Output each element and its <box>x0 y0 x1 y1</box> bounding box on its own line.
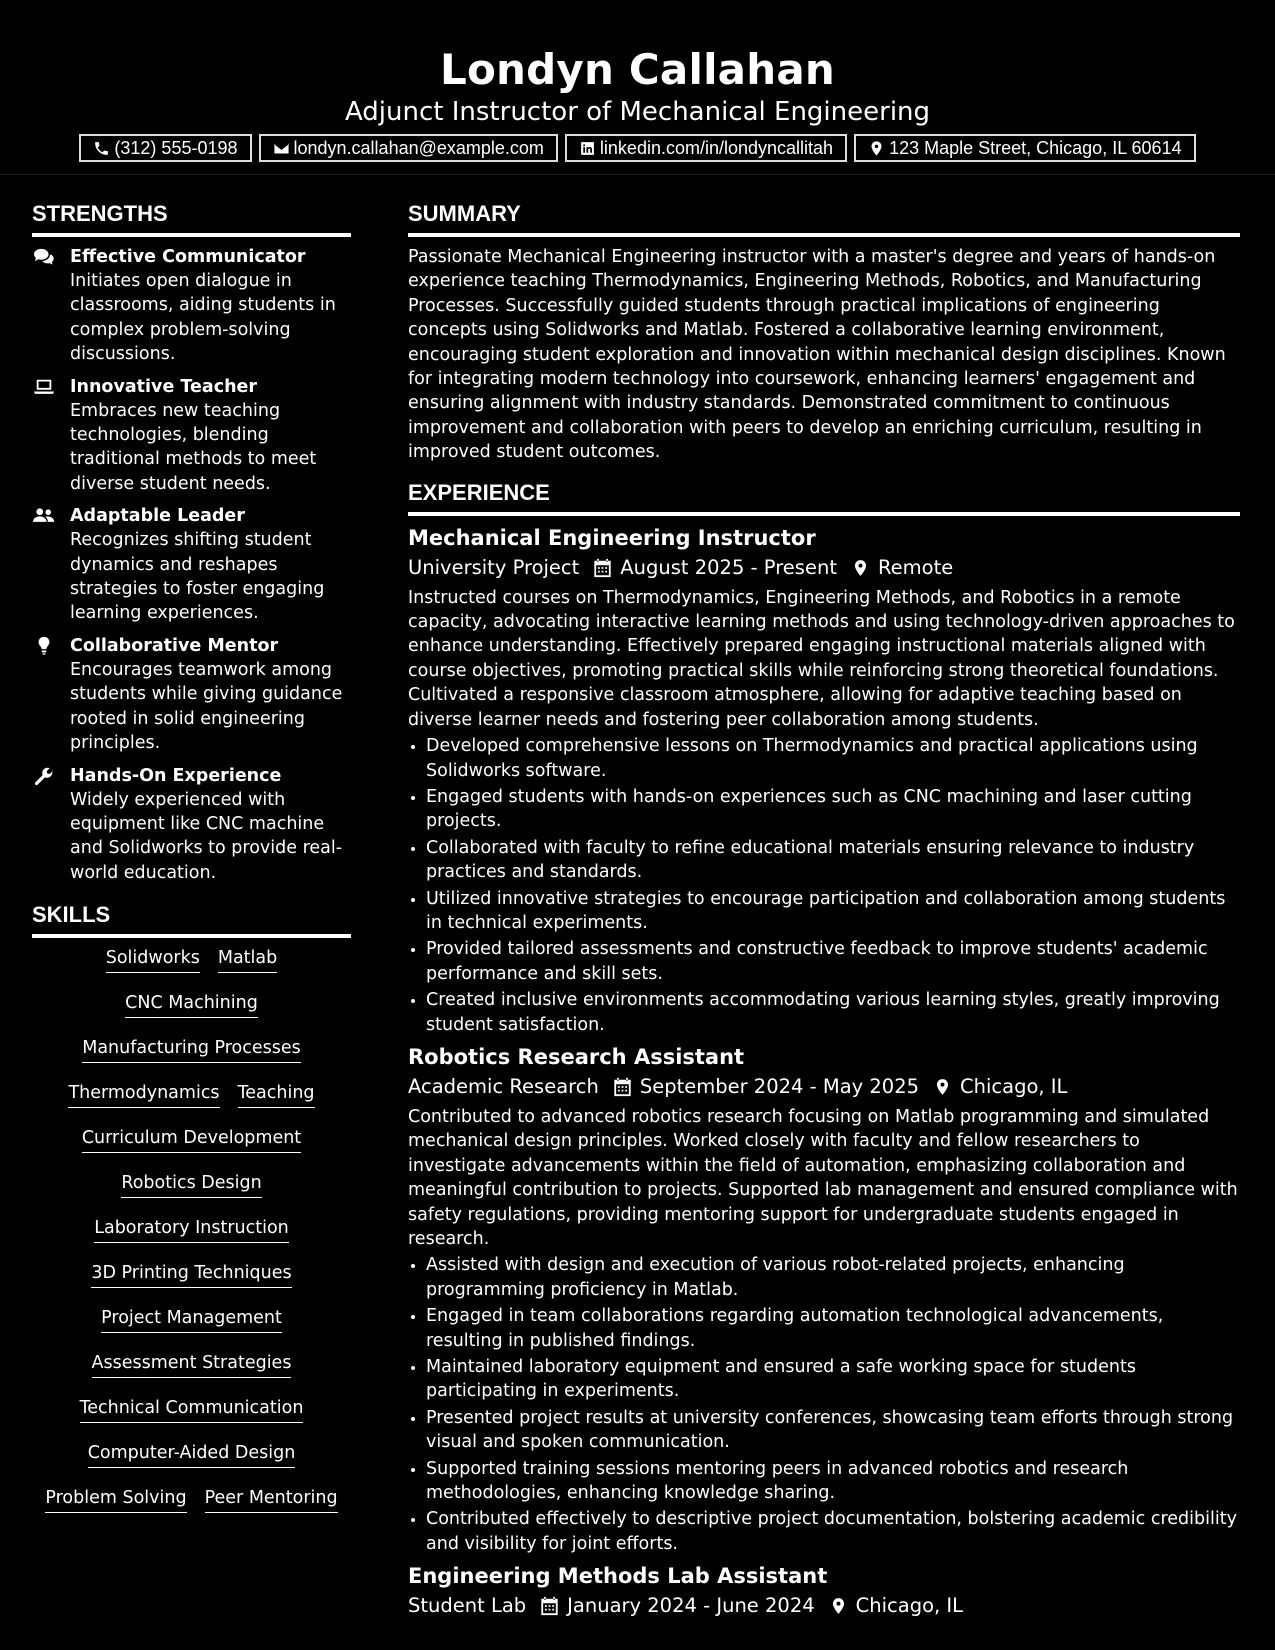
map-pin-icon <box>868 140 885 157</box>
calendar-icon <box>613 1077 632 1097</box>
skill-tag: Peer Mentoring <box>205 1486 338 1513</box>
calendar-icon <box>593 558 612 578</box>
job-org: Academic Research <box>408 1074 599 1098</box>
job-dates: January 2024 - June 2024 <box>567 1594 815 1618</box>
job-bullet: • Presented project results at university conferences, showcasing team efforts through strong visual and spoken communication. <box>426 1406 1240 1455</box>
skill-tag: Manufacturing Processes <box>82 1036 301 1063</box>
skill-row <box>32 1171 351 1216</box>
strength-title: Innovative Teacher <box>70 376 258 397</box>
strength-title: Effective Communicator <box>70 247 306 267</box>
skill-tag: Robotics Design <box>121 1171 261 1198</box>
job-meta <box>408 554 1240 582</box>
job-bullet: • Engaged in team collaborations regarding automation technological advancements, resulting in published findings. <box>426 1304 1240 1353</box>
job-description: Contributed to advanced robotics research focusing on Matlab programming and simulated mechanical design principles. Worked closely with faculty and fellow researchers to investigate advancements within the field of automation, emphasizing collaboration and meaningful contribution to projects. Supported lab management and ensured compliance with safety regulations, providing mentoring support for undergraduate students engaged in research. <box>408 1106 1238 1249</box>
left-column <box>32 200 351 1531</box>
job-location: Chicago, IL <box>855 1594 964 1618</box>
strength-item <box>32 764 351 886</box>
skill-row <box>32 1126 351 1171</box>
skills-list <box>32 946 351 1531</box>
job-location: Chicago, IL <box>960 1074 1068 1098</box>
summary-heading: SUMMARY <box>408 200 1240 237</box>
map-pin-icon <box>851 558 870 578</box>
strength-item <box>32 634 351 756</box>
resume-header <box>0 0 1275 175</box>
job-bullet: • Collaborated with faculty to refine educational materials ensuring relevance to industry practices and standards. <box>426 836 1240 885</box>
header-divider <box>0 174 1275 175</box>
skill-tag: Matlab <box>218 946 277 973</box>
skill-tag: Project Management <box>101 1306 282 1333</box>
job-bullet: • Created inclusive environments accommodating various learning styles, greatly improving student satisfaction. <box>426 988 1240 1037</box>
calendar-icon <box>540 1596 559 1616</box>
job-description: Instructed courses on Thermodynamics, Engineering Methods, and Robotics in a remote capacity, advocating interactive learning methods and using technology-driven approaches to enhance understanding. Effectively prepared engaging instructional materials aligned with course objectives, promoting practical skills while reinforcing strong theoretical foundations. Cultivated a responsive classroom atmosphere, allowing for adaptive teaching based on diverse learner needs and fostering peer collaboration among students. <box>408 587 1235 730</box>
skill-row <box>32 1351 351 1396</box>
skill-row <box>32 991 351 1036</box>
job-bullet: • Maintained laboratory equipment and ensured a safe working space for students participating in experiments. <box>426 1355 1240 1404</box>
job-title: Robotics Research Assistant <box>408 1044 745 1069</box>
job-org: University Project <box>408 555 580 579</box>
skill-row <box>32 946 351 991</box>
contact-phone[interactable] <box>79 134 251 162</box>
skill-row <box>32 1306 351 1351</box>
candidate-title: Adjunct Instructor of Mechanical Engineering <box>344 97 931 127</box>
lightbulb-icon <box>33 636 55 656</box>
skill-tag: 3D Printing Techniques <box>91 1261 291 1288</box>
skill-row <box>32 1486 351 1531</box>
strength-desc: Recognizes shifting student dynamics and reshapes strategies to foster engaging learning experiences. <box>70 530 325 624</box>
right-column <box>408 200 1240 1624</box>
skill-tag: Thermodynamics <box>68 1081 219 1108</box>
job-entry <box>408 524 1240 1037</box>
users-icon <box>33 506 55 526</box>
strength-desc: Widely experienced with equipment like CNC machine and Solidworks to provide real-world education. <box>70 789 343 883</box>
skill-row <box>32 1216 351 1261</box>
job-dates: August 2025 - Present <box>620 555 837 579</box>
job-bullet: • Utilized innovative strategies to encourage participation and collaboration among students in technical experiments. <box>426 887 1240 936</box>
job-bullet: • Engaged students with hands-on experiences such as CNC machining and laser cutting projects. <box>426 785 1240 834</box>
skill-row <box>32 1441 351 1486</box>
linkedin-text: linkedin.com/in/londyncallitah <box>599 138 834 158</box>
job-title: Engineering Methods Lab Assistant <box>408 1564 828 1589</box>
skill-tag: CNC Machining <box>125 991 258 1018</box>
envelope-icon <box>273 140 290 157</box>
job-bullet: • Developed comprehensive lessons on Thermodynamics and practical applications using Solidworks software. <box>426 734 1240 783</box>
job-bullet: • Supported training sessions mentoring peers in advanced robotics and research methodologies, enhancing knowledge sharing. <box>426 1457 1240 1506</box>
address-text: 123 Maple Street, Chicago, IL 60614 <box>889 138 1182 158</box>
job-location: Remote <box>877 555 954 579</box>
skill-tag: Problem Solving <box>45 1486 186 1513</box>
skill-tag: Curriculum Development <box>82 1126 301 1153</box>
job-bullet: • Contributed effectively to descriptive project documentation, bolstering academic credibility and visibility for joint efforts. <box>426 1507 1240 1556</box>
skill-row <box>32 1036 351 1081</box>
contact-address <box>854 134 1196 162</box>
contact-linkedin[interactable] <box>565 134 847 162</box>
skill-tag: Laboratory Instruction <box>94 1216 289 1243</box>
job-title: Mechanical Engineering Instructor <box>408 525 816 550</box>
job-meta <box>408 1592 1240 1620</box>
strength-title: Adaptable Leader <box>70 506 245 527</box>
experience-heading: EXPERIENCE <box>408 479 1240 516</box>
strength-desc: Encourages teamwork among students while giving guidance rooted in solid engineering principles. <box>70 659 343 754</box>
skill-tag: Technical Communication <box>80 1396 304 1423</box>
job-bullets <box>408 1253 1240 1556</box>
wrench-icon <box>33 766 55 786</box>
contact-bar <box>0 134 1275 162</box>
strengths-heading: STRENGTHS <box>32 200 351 237</box>
strength-item <box>32 245 351 367</box>
job-entry <box>408 1562 1240 1620</box>
comments-icon <box>33 247 55 267</box>
skill-row <box>32 1261 351 1306</box>
phone-icon <box>93 140 110 157</box>
job-entry <box>408 1043 1240 1556</box>
job-org: Student Lab <box>408 1594 527 1618</box>
map-pin-icon <box>933 1077 952 1097</box>
phone-text: (312) 555-0198 <box>114 138 238 158</box>
strength-item <box>32 375 351 497</box>
strength-desc: Initiates open dialogue in classrooms, aiding students in complex problem-solving discussions. <box>70 271 336 365</box>
job-meta <box>408 1073 1240 1101</box>
skill-row <box>32 1396 351 1441</box>
linkedin-icon <box>579 140 596 157</box>
experience-list <box>408 524 1240 1621</box>
strength-desc: Embraces new teaching technologies, blending traditional methods to meet diverse student needs. <box>70 400 317 494</box>
skill-tag: Assessment Strategies <box>92 1351 292 1378</box>
summary-text: Passionate Mechanical Engineering instructor with a master's degree and years of hands-on experience teaching Thermodynamics, Engineering Methods, Robotics, and Manufacturing Processes. Successfully guided students through practical implications of engineering concepts using Solidworks and Matlab. Fostered a collaborative learning environment, encouraging student exploration and innovation within mechanical design disciplines. Known for integrating modern technology into coursework, enhancing learners' engagement and ensuring alignment with industry standards. Demonstrated commitment to continuous improvement and collaboration with peers to develop an enriching curriculum, resulting in improved student outcomes. <box>408 247 1226 463</box>
skill-tag: Computer-Aided Design <box>88 1441 296 1468</box>
skill-tag: Teaching <box>238 1081 315 1108</box>
job-bullet: • Assisted with design and execution of various robot-related projects, enhancing programming proficiency in Matlab. <box>426 1253 1240 1302</box>
skills-heading: SKILLS <box>32 901 351 938</box>
skill-tag: Solidworks <box>106 946 200 973</box>
candidate-name: Londyn Callahan <box>440 45 835 94</box>
strength-item <box>32 504 351 626</box>
job-bullet: • Provided tailored assessments and constructive feedback to improve students' academic performance and skill sets. <box>426 937 1240 986</box>
job-bullets <box>408 734 1240 1037</box>
map-pin-icon <box>829 1596 848 1616</box>
strength-title: Collaborative Mentor <box>70 635 279 656</box>
strength-title: Hands-On Experience <box>70 765 282 786</box>
skill-row <box>32 1081 351 1126</box>
contact-email[interactable] <box>259 134 558 162</box>
laptop-icon <box>33 377 55 397</box>
job-dates: September 2024 - May 2025 <box>639 1074 920 1098</box>
email-text: londyn.callahan@example.com <box>293 138 544 158</box>
